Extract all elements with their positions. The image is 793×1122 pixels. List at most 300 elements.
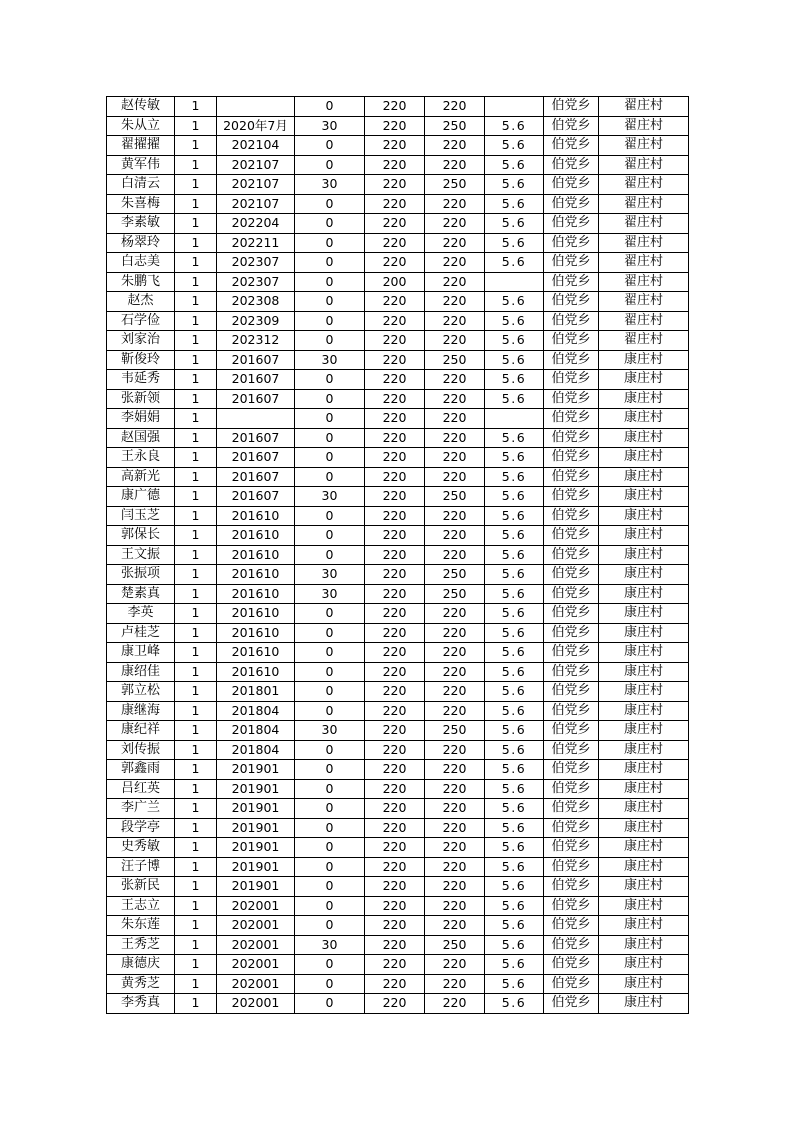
cell-name: 王志立	[107, 896, 175, 916]
cell-rate: 5.6	[485, 194, 544, 214]
cell-township: 伯党乡	[544, 448, 599, 468]
cell-village: 康庄村	[599, 350, 689, 370]
cell-extra-amount: 0	[295, 799, 365, 819]
cell-count: 1	[175, 643, 217, 663]
cell-count: 1	[175, 448, 217, 468]
cell-township: 伯党乡	[544, 409, 599, 429]
cell-base-amount: 220	[365, 682, 425, 702]
cell-township: 伯党乡	[544, 701, 599, 721]
cell-count: 1	[175, 350, 217, 370]
cell-township: 伯党乡	[544, 916, 599, 936]
cell-base-amount: 220	[365, 877, 425, 897]
cell-total-amount: 220	[425, 545, 485, 565]
cell-date	[217, 409, 295, 429]
cell-township: 伯党乡	[544, 136, 599, 156]
cell-village: 康庄村	[599, 682, 689, 702]
cell-total-amount: 220	[425, 623, 485, 643]
cell-base-amount: 220	[365, 97, 425, 117]
cell-township: 伯党乡	[544, 545, 599, 565]
cell-base-amount: 220	[365, 838, 425, 858]
cell-date: 201901	[217, 779, 295, 799]
cell-total-amount: 250	[425, 175, 485, 195]
cell-base-amount: 220	[365, 448, 425, 468]
cell-township: 伯党乡	[544, 311, 599, 331]
cell-township: 伯党乡	[544, 935, 599, 955]
cell-rate: 5.6	[485, 643, 544, 663]
cell-extra-amount: 0	[295, 838, 365, 858]
table-row	[107, 155, 689, 175]
cell-extra-amount: 0	[295, 389, 365, 409]
cell-total-amount: 220	[425, 272, 485, 292]
cell-base-amount: 220	[365, 916, 425, 936]
cell-rate: 5.6	[485, 916, 544, 936]
cell-extra-amount: 0	[295, 818, 365, 838]
cell-extra-amount: 0	[295, 604, 365, 624]
cell-total-amount: 250	[425, 935, 485, 955]
cell-base-amount: 220	[365, 214, 425, 234]
cell-township: 伯党乡	[544, 740, 599, 760]
cell-township: 伯党乡	[544, 526, 599, 546]
cell-name: 段学亭	[107, 818, 175, 838]
table-row	[107, 974, 689, 994]
cell-date: 201610	[217, 623, 295, 643]
cell-village: 康庄村	[599, 701, 689, 721]
table-row	[107, 740, 689, 760]
cell-total-amount: 220	[425, 760, 485, 780]
cell-township: 伯党乡	[544, 760, 599, 780]
cell-village: 康庄村	[599, 916, 689, 936]
cell-base-amount: 220	[365, 565, 425, 585]
cell-base-amount: 220	[365, 350, 425, 370]
cell-rate: 5.6	[485, 974, 544, 994]
cell-count: 1	[175, 838, 217, 858]
cell-count: 1	[175, 526, 217, 546]
cell-count: 1	[175, 740, 217, 760]
cell-extra-amount: 30	[295, 565, 365, 585]
table-row	[107, 428, 689, 448]
cell-total-amount: 220	[425, 331, 485, 351]
cell-total-amount: 220	[425, 740, 485, 760]
cell-extra-amount: 0	[295, 955, 365, 975]
cell-total-amount: 220	[425, 838, 485, 858]
subsidy-table	[106, 96, 689, 1014]
cell-extra-amount: 30	[295, 350, 365, 370]
cell-village: 康庄村	[599, 565, 689, 585]
cell-rate: 5.6	[485, 701, 544, 721]
cell-rate: 5.6	[485, 760, 544, 780]
cell-date: 202001	[217, 935, 295, 955]
cell-rate: 5.6	[485, 740, 544, 760]
table-row	[107, 896, 689, 916]
cell-name: 高新光	[107, 467, 175, 487]
cell-date: 201610	[217, 545, 295, 565]
cell-count: 1	[175, 97, 217, 117]
cell-township: 伯党乡	[544, 253, 599, 273]
cell-name: 白清云	[107, 175, 175, 195]
cell-date: 201607	[217, 487, 295, 507]
cell-count: 1	[175, 877, 217, 897]
cell-extra-amount: 0	[295, 760, 365, 780]
cell-village: 康庄村	[599, 448, 689, 468]
cell-total-amount: 220	[425, 292, 485, 312]
cell-count: 1	[175, 253, 217, 273]
cell-village: 翟庄村	[599, 155, 689, 175]
cell-extra-amount: 0	[295, 214, 365, 234]
cell-village: 康庄村	[599, 467, 689, 487]
cell-village: 康庄村	[599, 935, 689, 955]
table-row	[107, 682, 689, 702]
cell-name: 赵国强	[107, 428, 175, 448]
cell-rate: 5.6	[485, 116, 544, 136]
cell-count: 1	[175, 233, 217, 253]
cell-base-amount: 220	[365, 155, 425, 175]
cell-village: 翟庄村	[599, 233, 689, 253]
cell-extra-amount: 30	[295, 935, 365, 955]
cell-rate: 5.6	[485, 506, 544, 526]
cell-count: 1	[175, 799, 217, 819]
cell-township: 伯党乡	[544, 428, 599, 448]
cell-count: 1	[175, 116, 217, 136]
cell-name: 刘家治	[107, 331, 175, 351]
cell-total-amount: 220	[425, 799, 485, 819]
cell-extra-amount: 0	[295, 448, 365, 468]
cell-name: 汪子博	[107, 857, 175, 877]
cell-name: 康继海	[107, 701, 175, 721]
cell-date: 202001	[217, 994, 295, 1014]
cell-township: 伯党乡	[544, 799, 599, 819]
cell-village: 翟庄村	[599, 272, 689, 292]
cell-date: 201801	[217, 682, 295, 702]
cell-extra-amount: 0	[295, 467, 365, 487]
cell-extra-amount: 0	[295, 233, 365, 253]
table-row	[107, 136, 689, 156]
cell-village: 康庄村	[599, 506, 689, 526]
cell-date: 201610	[217, 604, 295, 624]
cell-total-amount: 250	[425, 487, 485, 507]
cell-count: 1	[175, 136, 217, 156]
cell-date: 202001	[217, 916, 295, 936]
cell-total-amount: 220	[425, 682, 485, 702]
cell-extra-amount: 0	[295, 682, 365, 702]
cell-total-amount: 250	[425, 350, 485, 370]
cell-count: 1	[175, 721, 217, 741]
table-row	[107, 311, 689, 331]
cell-name: 黄秀芝	[107, 974, 175, 994]
cell-name: 杨翠玲	[107, 233, 175, 253]
cell-base-amount: 220	[365, 584, 425, 604]
table-row	[107, 701, 689, 721]
table-row	[107, 331, 689, 351]
cell-date: 202001	[217, 955, 295, 975]
cell-rate: 5.6	[485, 838, 544, 858]
cell-total-amount: 220	[425, 389, 485, 409]
cell-base-amount: 220	[365, 428, 425, 448]
cell-total-amount: 220	[425, 818, 485, 838]
table-row	[107, 662, 689, 682]
cell-village: 康庄村	[599, 760, 689, 780]
cell-total-amount: 220	[425, 955, 485, 975]
cell-village: 翟庄村	[599, 292, 689, 312]
cell-total-amount: 220	[425, 214, 485, 234]
table-row	[107, 292, 689, 312]
cell-base-amount: 220	[365, 116, 425, 136]
cell-name: 闫玉芝	[107, 506, 175, 526]
cell-township: 伯党乡	[544, 662, 599, 682]
cell-township: 伯党乡	[544, 565, 599, 585]
cell-total-amount: 220	[425, 97, 485, 117]
cell-base-amount: 220	[365, 370, 425, 390]
cell-total-amount: 220	[425, 974, 485, 994]
cell-name: 韦延秀	[107, 370, 175, 390]
cell-extra-amount: 0	[295, 643, 365, 663]
cell-total-amount: 220	[425, 857, 485, 877]
table-row	[107, 97, 689, 117]
cell-name: 张新民	[107, 877, 175, 897]
cell-name: 赵杰	[107, 292, 175, 312]
cell-extra-amount: 0	[295, 331, 365, 351]
table-row	[107, 857, 689, 877]
cell-count: 1	[175, 779, 217, 799]
cell-township: 伯党乡	[544, 389, 599, 409]
cell-base-amount: 220	[365, 253, 425, 273]
cell-village: 康庄村	[599, 799, 689, 819]
cell-count: 1	[175, 994, 217, 1014]
cell-rate: 5.6	[485, 545, 544, 565]
cell-base-amount: 220	[365, 857, 425, 877]
cell-rate: 5.6	[485, 857, 544, 877]
cell-township: 伯党乡	[544, 155, 599, 175]
cell-name: 郭保长	[107, 526, 175, 546]
table-row	[107, 565, 689, 585]
cell-count: 1	[175, 175, 217, 195]
cell-village: 康庄村	[599, 526, 689, 546]
cell-township: 伯党乡	[544, 877, 599, 897]
cell-date: 202211	[217, 233, 295, 253]
cell-date: 202312	[217, 331, 295, 351]
cell-total-amount: 220	[425, 311, 485, 331]
cell-township: 伯党乡	[544, 487, 599, 507]
table-row	[107, 506, 689, 526]
cell-total-amount: 250	[425, 116, 485, 136]
cell-base-amount: 220	[365, 292, 425, 312]
table-row	[107, 838, 689, 858]
cell-extra-amount: 30	[295, 116, 365, 136]
cell-extra-amount: 0	[295, 916, 365, 936]
cell-rate: 5.6	[485, 155, 544, 175]
cell-date: 202308	[217, 292, 295, 312]
cell-rate	[485, 272, 544, 292]
cell-date: 2020年7月	[217, 116, 295, 136]
cell-count: 1	[175, 935, 217, 955]
cell-township: 伯党乡	[544, 214, 599, 234]
cell-extra-amount: 0	[295, 370, 365, 390]
cell-village: 康庄村	[599, 974, 689, 994]
cell-name: 李素敏	[107, 214, 175, 234]
cell-township: 伯党乡	[544, 584, 599, 604]
cell-rate: 5.6	[485, 175, 544, 195]
cell-township: 伯党乡	[544, 994, 599, 1014]
cell-village: 康庄村	[599, 643, 689, 663]
cell-name: 康卫峰	[107, 643, 175, 663]
cell-village: 翟庄村	[599, 116, 689, 136]
cell-village: 康庄村	[599, 545, 689, 565]
cell-village: 康庄村	[599, 584, 689, 604]
cell-date: 201607	[217, 467, 295, 487]
cell-base-amount: 220	[365, 311, 425, 331]
cell-rate: 5.6	[485, 350, 544, 370]
cell-total-amount: 220	[425, 136, 485, 156]
cell-name: 石学俭	[107, 311, 175, 331]
cell-extra-amount: 0	[295, 311, 365, 331]
table-row	[107, 467, 689, 487]
cell-village: 翟庄村	[599, 97, 689, 117]
cell-base-amount: 220	[365, 409, 425, 429]
cell-township: 伯党乡	[544, 623, 599, 643]
cell-extra-amount: 0	[295, 701, 365, 721]
cell-township: 伯党乡	[544, 331, 599, 351]
cell-village: 康庄村	[599, 818, 689, 838]
cell-total-amount: 220	[425, 604, 485, 624]
table-row	[107, 604, 689, 624]
cell-extra-amount: 0	[295, 740, 365, 760]
cell-extra-amount: 0	[295, 272, 365, 292]
cell-total-amount: 220	[425, 467, 485, 487]
cell-date: 202309	[217, 311, 295, 331]
cell-village: 康庄村	[599, 955, 689, 975]
cell-base-amount: 220	[365, 604, 425, 624]
cell-extra-amount: 0	[295, 253, 365, 273]
cell-extra-amount: 0	[295, 857, 365, 877]
cell-township: 伯党乡	[544, 838, 599, 858]
cell-township: 伯党乡	[544, 779, 599, 799]
cell-date: 201901	[217, 857, 295, 877]
cell-rate: 5.6	[485, 214, 544, 234]
cell-extra-amount: 30	[295, 721, 365, 741]
cell-township: 伯党乡	[544, 506, 599, 526]
table-row	[107, 214, 689, 234]
cell-count: 1	[175, 682, 217, 702]
cell-extra-amount: 0	[295, 779, 365, 799]
cell-rate: 5.6	[485, 370, 544, 390]
cell-extra-amount: 30	[295, 487, 365, 507]
cell-count: 1	[175, 487, 217, 507]
table-row	[107, 409, 689, 429]
cell-base-amount: 220	[365, 467, 425, 487]
cell-village: 康庄村	[599, 994, 689, 1014]
cell-extra-amount: 0	[295, 292, 365, 312]
cell-name: 白志美	[107, 253, 175, 273]
cell-rate: 5.6	[485, 331, 544, 351]
cell-count: 1	[175, 194, 217, 214]
table-row	[107, 272, 689, 292]
cell-village: 康庄村	[599, 877, 689, 897]
cell-extra-amount: 0	[295, 545, 365, 565]
cell-base-amount: 220	[365, 175, 425, 195]
cell-date: 202307	[217, 253, 295, 273]
cell-township: 伯党乡	[544, 643, 599, 663]
cell-count: 1	[175, 604, 217, 624]
cell-base-amount: 220	[365, 233, 425, 253]
table-row	[107, 623, 689, 643]
cell-base-amount: 220	[365, 194, 425, 214]
cell-base-amount: 220	[365, 818, 425, 838]
cell-extra-amount: 0	[295, 662, 365, 682]
cell-date: 201607	[217, 448, 295, 468]
cell-name: 康广德	[107, 487, 175, 507]
cell-extra-amount: 0	[295, 526, 365, 546]
cell-village: 康庄村	[599, 389, 689, 409]
cell-date: 201901	[217, 799, 295, 819]
cell-name: 卢桂芝	[107, 623, 175, 643]
cell-name: 朱鹏飞	[107, 272, 175, 292]
cell-rate: 5.6	[485, 935, 544, 955]
cell-date: 202107	[217, 194, 295, 214]
cell-rate: 5.6	[485, 604, 544, 624]
cell-date: 202001	[217, 974, 295, 994]
cell-extra-amount: 0	[295, 506, 365, 526]
cell-village: 康庄村	[599, 428, 689, 448]
cell-village: 翟庄村	[599, 175, 689, 195]
cell-name: 康德庆	[107, 955, 175, 975]
cell-rate: 5.6	[485, 136, 544, 156]
cell-total-amount: 220	[425, 155, 485, 175]
cell-village: 翟庄村	[599, 136, 689, 156]
table-row	[107, 994, 689, 1014]
cell-base-amount: 220	[365, 545, 425, 565]
cell-date: 201610	[217, 584, 295, 604]
cell-name: 康绍佳	[107, 662, 175, 682]
cell-name: 郭鑫雨	[107, 760, 175, 780]
table-row	[107, 526, 689, 546]
cell-township: 伯党乡	[544, 896, 599, 916]
cell-base-amount: 220	[365, 506, 425, 526]
cell-count: 1	[175, 370, 217, 390]
cell-village: 康庄村	[599, 662, 689, 682]
table-row	[107, 818, 689, 838]
cell-village: 康庄村	[599, 604, 689, 624]
cell-extra-amount: 0	[295, 994, 365, 1014]
cell-name: 吕红英	[107, 779, 175, 799]
cell-base-amount: 220	[365, 662, 425, 682]
cell-rate: 5.6	[485, 584, 544, 604]
cell-extra-amount: 0	[295, 877, 365, 897]
cell-count: 1	[175, 155, 217, 175]
cell-base-amount: 220	[365, 487, 425, 507]
cell-total-amount: 220	[425, 253, 485, 273]
cell-date: 201804	[217, 740, 295, 760]
cell-rate: 5.6	[485, 955, 544, 975]
cell-extra-amount: 30	[295, 175, 365, 195]
cell-township: 伯党乡	[544, 175, 599, 195]
cell-name: 张新领	[107, 389, 175, 409]
cell-total-amount: 220	[425, 194, 485, 214]
cell-village: 翟庄村	[599, 194, 689, 214]
table-row	[107, 448, 689, 468]
cell-township: 伯党乡	[544, 350, 599, 370]
cell-date: 201901	[217, 760, 295, 780]
cell-count: 1	[175, 214, 217, 234]
cell-village: 康庄村	[599, 896, 689, 916]
cell-count: 1	[175, 760, 217, 780]
cell-base-amount: 220	[365, 331, 425, 351]
cell-total-amount: 220	[425, 877, 485, 897]
cell-rate: 5.6	[485, 467, 544, 487]
cell-date: 201610	[217, 643, 295, 663]
cell-name: 康纪祥	[107, 721, 175, 741]
cell-total-amount: 220	[425, 370, 485, 390]
table-body	[107, 97, 689, 1014]
cell-date: 201901	[217, 877, 295, 897]
